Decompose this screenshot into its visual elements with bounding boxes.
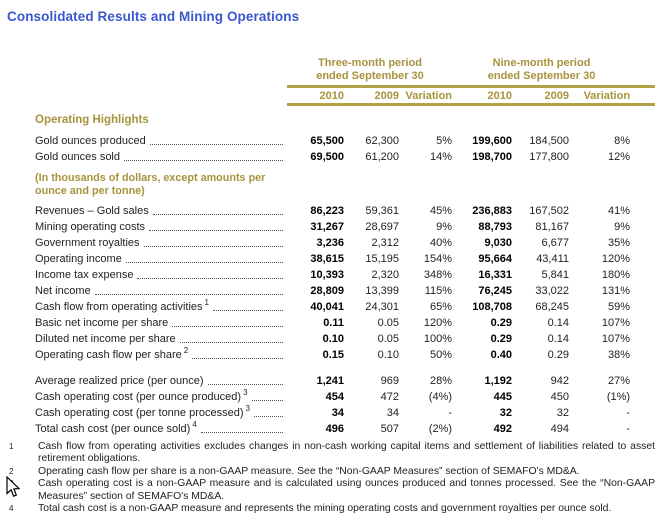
row-label-text: Cash operating cost (per ounce produced)	[35, 391, 242, 403]
row-label	[35, 372, 287, 388]
cell-value: 16,331	[478, 269, 513, 281]
section-header-row	[35, 105, 655, 133]
cell-value: 59%	[608, 301, 631, 313]
cell-value: 76,245	[478, 285, 513, 297]
three-month-period-header	[287, 57, 453, 87]
cell-value: 10,393	[310, 269, 344, 281]
cell-value: 454	[325, 391, 344, 403]
cell-value: 28%	[429, 375, 453, 387]
cell-value: 0.40	[490, 349, 513, 361]
cell-value: 0.11	[323, 317, 344, 329]
table-row	[35, 404, 655, 420]
cell-value: 942	[550, 375, 570, 387]
cell-value: 61,200	[365, 151, 399, 163]
cell-value: 50%	[429, 349, 453, 361]
cell-value: 65,500	[310, 135, 344, 147]
footnote-marker: 1	[9, 442, 14, 451]
footnote-marker: 2	[9, 466, 14, 476]
cell-value: 68,245	[535, 301, 570, 313]
row-label-text: Revenues – Gold sales	[35, 205, 149, 217]
column-header-2009: 2009	[345, 87, 400, 105]
row-label	[35, 314, 287, 330]
footnote	[0, 503, 665, 515]
dotted-leader	[254, 416, 283, 417]
dotted-leader	[180, 342, 283, 343]
results-table	[35, 57, 655, 436]
cell-value: 95,664	[478, 253, 513, 265]
cell-value: 59,361	[365, 205, 399, 217]
row-label-text: Operating cash flow per share	[35, 349, 182, 361]
cell-value: 41%	[608, 205, 631, 217]
cell-value: 445	[493, 391, 513, 403]
cell-value: 0.29	[490, 317, 513, 329]
period-header-line1: Three-month period	[318, 57, 422, 69]
period-header-line1: Nine-month period	[492, 57, 591, 69]
table-row	[35, 372, 655, 388]
dotted-leader	[153, 214, 283, 215]
cell-value: 86,223	[310, 205, 344, 217]
empty-corner-cell	[35, 57, 287, 87]
cell-value: 40,041	[310, 301, 344, 313]
cell-value: 131%	[601, 285, 631, 297]
cell-value: 0.29	[490, 333, 513, 345]
row-label	[35, 346, 287, 362]
row-label-text: Basic net income per share	[35, 317, 169, 329]
cell-value: 9%	[436, 221, 453, 233]
row-label	[35, 266, 287, 282]
cell-value: 31,267	[310, 221, 344, 233]
table-row	[35, 148, 655, 164]
row-label	[35, 132, 287, 148]
cell-value: 33,022	[535, 285, 570, 297]
cell-value: 8%	[614, 135, 631, 147]
cell-value: -	[626, 423, 631, 435]
cell-value: 0.10	[322, 333, 344, 345]
row-label	[35, 420, 287, 436]
column-header-2010: 2010	[453, 87, 513, 105]
cell-value: 24,301	[365, 301, 399, 313]
cell-value: 0.29	[547, 349, 570, 361]
period-header-line2: ended September 30	[487, 70, 596, 82]
cell-value: -	[448, 407, 453, 419]
column-header-variation: Variation	[400, 87, 453, 105]
cell-value: 69,500	[310, 151, 344, 163]
cell-value: 34	[331, 407, 344, 419]
dotted-leader	[172, 326, 283, 327]
cell-value: 88,793	[478, 221, 513, 233]
cell-value: 199,600	[472, 135, 513, 147]
cell-value: 154%	[423, 253, 453, 265]
row-label-text: Diluted net income per share	[35, 333, 176, 345]
cell-value: 32	[556, 407, 570, 419]
cell-value: 2,320	[371, 269, 399, 281]
cell-value: 14%	[429, 151, 453, 163]
cell-value: 27%	[608, 375, 631, 387]
footnote-reference: 4	[192, 420, 197, 429]
empty-label-cell	[35, 87, 287, 105]
section-header-body	[35, 105, 655, 133]
period-group-header-row	[35, 57, 655, 87]
year-header-row	[35, 87, 655, 105]
cell-value: 6,677	[541, 237, 570, 249]
cell-value: 450	[550, 391, 570, 403]
row-label-text: Net income	[35, 285, 91, 297]
cell-value: 348%	[423, 269, 453, 281]
table-row	[35, 420, 655, 436]
cell-value: 28,697	[365, 221, 399, 233]
row-label-text: Income tax expense	[35, 269, 134, 281]
row-label-text: Cash operating cost (per tonne processed)	[35, 407, 244, 419]
mouse-cursor-icon	[5, 476, 21, 498]
dotted-leader	[126, 262, 283, 263]
highlight-rows	[35, 132, 655, 164]
cell-value: 177,800	[529, 151, 570, 163]
table-row	[35, 314, 655, 330]
footnote-text: Cash operating cost is a non-GAAP measure and is calculated using ounces produced and tonnes processed. See the “Non-GAAP Measures” section of SEMAFO's MD&A.	[38, 478, 655, 502]
table-row	[35, 346, 655, 362]
page-title: Consolidated Results and Mining Operations	[7, 9, 300, 24]
dotted-leader	[213, 310, 283, 311]
spacer	[35, 362, 655, 372]
row-label	[35, 234, 287, 250]
cell-value: 65%	[429, 301, 453, 313]
cell-value: 496	[325, 423, 344, 435]
cell-value: 507	[380, 423, 399, 435]
cell-value: 62,300	[365, 135, 399, 147]
cell-value: 1,241	[316, 375, 344, 387]
cell-value: 32	[499, 407, 513, 419]
cell-value: 115%	[424, 285, 453, 297]
footnote-marker: 4	[9, 504, 14, 514]
column-header-2010: 2010	[287, 87, 345, 105]
cell-value: 236,883	[472, 205, 513, 217]
table-row	[35, 250, 655, 266]
row-label-text: Gold ounces sold	[35, 151, 120, 163]
footnote	[0, 441, 665, 466]
cell-value: (4%)	[428, 391, 453, 403]
cell-value: 15,195	[365, 253, 399, 265]
nine-month-period-header	[453, 57, 655, 87]
footnote-text: Cash flow from operating activities excludes changes in non-cash working capital items and settlement of liabilities related to asset retirement obligations.	[38, 441, 655, 465]
dotted-leader	[201, 432, 283, 433]
cell-value: 28,809	[310, 285, 344, 297]
footnote	[0, 478, 665, 503]
footnote-text: Total cash cost is a non-GAAP measure and represents the mining operating costs and government royalties per ounce sold.	[38, 503, 612, 515]
table-row	[35, 330, 655, 346]
row-label-text: Cash flow from operating activities	[35, 301, 203, 313]
cell-value: 0.14	[547, 317, 570, 329]
cell-value: 0.15	[322, 349, 344, 361]
cell-value: 0.14	[547, 333, 570, 345]
cell-value: 108,708	[472, 301, 513, 313]
dotted-leader	[124, 160, 283, 161]
dotted-leader	[137, 278, 283, 279]
row-label	[35, 298, 287, 314]
dotted-leader	[252, 400, 283, 401]
footnote-reference: 2	[183, 346, 189, 355]
cell-value: 180%	[601, 269, 631, 281]
cell-value: 198,700	[472, 151, 513, 163]
cell-value: 12%	[608, 151, 631, 163]
cell-value: 0.05	[377, 317, 399, 329]
column-header-variation: Variation	[570, 87, 655, 105]
section-title: Operating Highlights	[35, 114, 149, 126]
row-label-text: Average realized price (per ounce)	[35, 375, 204, 387]
cell-value: 40%	[429, 237, 453, 249]
period-header-line2: ended September 30	[316, 70, 424, 82]
row-label-text: Mining operating costs	[35, 221, 146, 233]
table-row	[35, 132, 655, 148]
cell-value: 38%	[608, 349, 631, 361]
cell-value: 184,500	[529, 135, 570, 147]
cell-value: 35%	[608, 237, 631, 249]
cell-value: 9%	[614, 221, 631, 233]
cell-value: 120%	[601, 253, 631, 265]
cell-value: 100%	[423, 333, 453, 345]
row-label-text: Total cash cost (per ounce sold)	[35, 423, 191, 435]
footnote	[0, 466, 665, 478]
cell-value: 107%	[601, 317, 631, 329]
cell-value: 5,841	[541, 269, 570, 281]
row-label	[35, 404, 287, 420]
cell-value: 969	[380, 375, 399, 387]
cell-value: 472	[380, 391, 399, 403]
cell-value: 0.05	[377, 333, 399, 345]
dotted-leader	[144, 246, 283, 247]
row-label-text: Operating income	[35, 253, 122, 265]
dotted-leader	[95, 294, 283, 295]
cell-value: 167,502	[529, 205, 570, 217]
table-row	[35, 298, 655, 314]
footnote-reference: 1	[204, 298, 209, 307]
row-label	[35, 218, 287, 234]
cell-value: 5%	[436, 135, 453, 147]
row-label	[35, 250, 287, 266]
unit-note-body	[35, 164, 655, 202]
row-label-text: Government royalties	[35, 237, 140, 249]
footnote-reference: 3	[245, 404, 250, 413]
footnote-text: Operating cash flow per share is a non-GAAP measure. See the “Non-GAAP Measures” section of SEMAFO's MD&A.	[38, 465, 580, 477]
cell-value: -	[626, 407, 631, 419]
cell-value: 34	[386, 407, 399, 419]
row-label	[35, 282, 287, 298]
cost-rows	[35, 372, 655, 436]
financial-rows	[35, 202, 655, 362]
unit-note-row	[35, 164, 655, 202]
cell-value: 0.10	[377, 349, 399, 361]
cell-value: 13,399	[365, 285, 399, 297]
cell-value: 107%	[601, 333, 631, 345]
row-label	[35, 330, 287, 346]
row-label	[35, 148, 287, 164]
dotted-leader	[149, 230, 283, 231]
table-row	[35, 234, 655, 250]
table-row	[35, 282, 655, 298]
table-row	[35, 202, 655, 218]
footnote-reference: 3	[243, 388, 248, 397]
cell-value: 45%	[429, 205, 453, 217]
cell-value: 1,192	[484, 375, 513, 387]
cell-value: 494	[550, 423, 570, 435]
unit-note: (In thousands of dollars, except amounts per ounce and per tonne)	[35, 172, 266, 197]
cell-value: 120%	[423, 317, 453, 329]
dotted-leader	[208, 384, 283, 385]
cell-value: 9,030	[484, 237, 513, 249]
cell-value: (2%)	[428, 423, 453, 435]
cell-value: 81,167	[535, 221, 570, 233]
dotted-leader	[192, 358, 283, 359]
cell-value: 2,312	[371, 237, 399, 249]
cell-value: 492	[493, 423, 513, 435]
dotted-leader	[150, 144, 283, 145]
cell-value: 43,411	[536, 253, 570, 265]
row-label-text: Gold ounces produced	[35, 135, 146, 147]
table-row	[35, 388, 655, 404]
table-row	[35, 266, 655, 282]
cell-value: 38,615	[310, 253, 344, 265]
footnotes	[0, 441, 665, 515]
column-header-2009: 2009	[513, 87, 570, 105]
table-row	[35, 218, 655, 234]
cell-value: (1%)	[606, 391, 631, 403]
row-label	[35, 202, 287, 218]
cell-value: 3,236	[316, 237, 344, 249]
